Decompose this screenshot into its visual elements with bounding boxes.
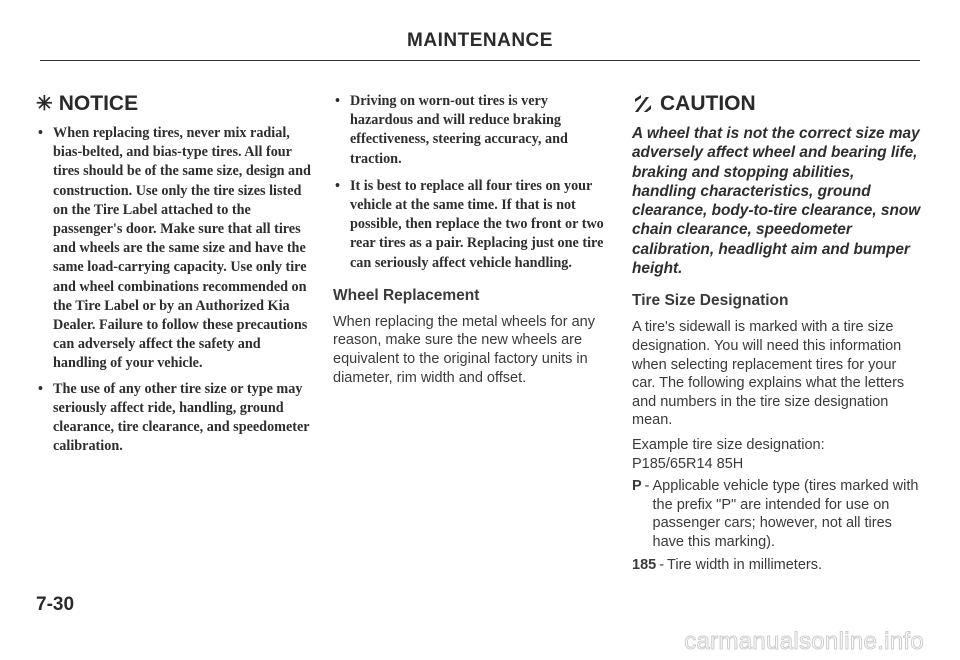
- bullet-icon: •: [38, 380, 43, 397]
- definition-separator: -: [644, 478, 650, 495]
- asterisk-icon: ✳: [36, 93, 53, 115]
- page-number: 7-30: [36, 594, 75, 615]
- bullet-icon: •: [335, 93, 340, 109]
- middle-bullet-text: It is best to replace all four tires on your vehicle at the same time. If that is not possible, then replace the two front or two rear tires as a pair. Replacing just one tire can seriously affect vehicle handling.: [350, 177, 604, 271]
- notice-bullet: [36, 380, 316, 457]
- definition-item: [632, 556, 922, 575]
- definition-item: [632, 477, 922, 551]
- example-value: P185/65R14 85H: [632, 455, 744, 472]
- wheel-replacement-text: When replacing the metal wheels for any reason, make sure the new wheels are equivalent to the original factory units in diameter, rim width and offset.: [333, 313, 595, 386]
- definition-value: Tire width in millimeters.: [667, 556, 823, 573]
- tire-size-intro: A tire's sidewall is marked with a tire size designation. You will need this information when selecting replacement tires for your car. The following explains what the letters and numbers in the tire size designation mean.: [632, 319, 905, 429]
- middle-bullet: [333, 92, 608, 169]
- definition-value: Applicable vehicle type (tires marked with the prefix "P" are intended for use on passenger cars; however, not all tires have this marking).: [652, 478, 919, 550]
- caution-text: A wheel that is not the correct size may adversely affect wheel and bearing life, braking and stopping abilities, handling characteristics, ground clearance, body-to-tire clearance, snow chain clearance, speedometer calibration, headlight aim and bumper height.: [632, 125, 921, 278]
- definition-key: P: [632, 478, 642, 495]
- caution-title: CAUTION: [660, 92, 756, 115]
- bullet-icon: •: [335, 177, 340, 194]
- notice-column: [36, 92, 316, 462]
- caution-column: [632, 92, 922, 578]
- tire-size-example: [632, 436, 922, 473]
- notice-bullet: [36, 124, 316, 374]
- middle-bullet-list: [333, 92, 608, 273]
- caution-title-row: [632, 92, 922, 116]
- middle-column: [333, 92, 608, 393]
- wheel-replacement-heading: Wheel Replacement: [333, 286, 480, 304]
- definition-separator: -: [659, 556, 665, 573]
- page-header-title: MAINTENANCE: [407, 30, 553, 51]
- tire-size-heading: Tire Size Designation: [632, 292, 789, 310]
- notice-bullet-text: The use of any other tire size or type may seriously affect ride, handling, ground clearance, tire clearance, and speedometer calibration.: [53, 380, 310, 455]
- header-divider: [40, 60, 920, 61]
- watermark: carmanualsonline.info: [684, 628, 924, 655]
- middle-bullet: [333, 177, 608, 273]
- bullet-icon: •: [38, 125, 43, 141]
- notice-title-row: [36, 92, 316, 116]
- caution-icon: [632, 93, 654, 115]
- middle-bullet-text: Driving on worn-out tires is very hazardous and will reduce braking effectiveness, steering accuracy, and traction.: [350, 93, 568, 167]
- notice-bullet-text: When replacing tires, never mix radial, bias-belted, and bias-type tires. All four tires should be of the same size, design and construction. Use only the tire sizes listed on the Tire Label attached to the passenger's door. Make sure that all tires and wheels are the same size and have the same load-carrying capacity. Use only tire and wheel combinations recommended on the Tire Label or by an Authorized Kia Dealer. Failure to follow these precautions can adversely affect the safety and handling of your vehicle.: [53, 125, 311, 372]
- notice-bullet-list: [36, 124, 316, 456]
- notice-title: NOTICE: [58, 92, 139, 115]
- definition-key: 185: [632, 556, 657, 573]
- example-label: Example tire size designation:: [632, 436, 825, 453]
